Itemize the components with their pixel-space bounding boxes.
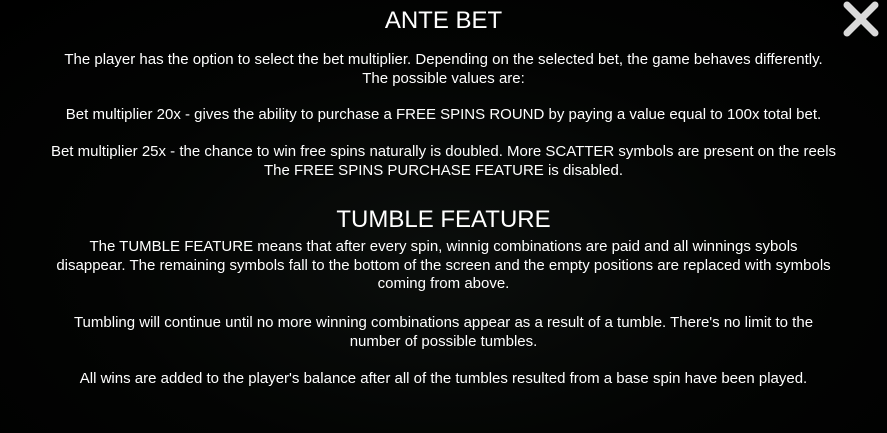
tumble-description-line: disappear. The remaining symbols fall to the bottom of the screen and the empty positions are replaced with symbols <box>56 256 831 274</box>
multiplier-25x-text <box>0 143 887 180</box>
wins-note-line: All wins are added to the player's balance after all of the tumbles resulted from a base spin have been played. <box>79 370 808 387</box>
multiplier-25x-line: Bet multiplier 25x - the chance to win free spins naturally is doubled. More SCATTER symbols are present on the reels <box>50 143 837 160</box>
ante-bet-title: ANTE BET <box>384 7 503 34</box>
multiplier-25x-line: The FREE SPINS PURCHASE FEATURE is disabled. <box>264 161 623 179</box>
multiplier-20x-line: Bet multiplier 20x - gives the ability to purchase a FREE SPINS ROUND by paying a value equal to 100x total bet. <box>65 106 822 123</box>
ante-bet-intro <box>0 51 887 88</box>
tumble-continuation-line: number of possible tumbles. <box>349 332 538 350</box>
close-button[interactable] <box>842 0 880 38</box>
ante-bet-intro-line: The possible values are: <box>362 69 525 87</box>
tumble-continuation-line: Tumbling will continue until no more winning combinations appear as a result of a tumble. There's no limit to the <box>73 314 814 331</box>
tumble-description-line: coming from above. <box>377 275 510 292</box>
close-icon <box>842 0 880 38</box>
tumble-description <box>0 238 887 294</box>
tumble-description-line: The TUMBLE FEATURE means that after every spin, winnig combinations are paid and all winnings sybols <box>89 238 798 255</box>
ante-bet-intro-line: The player has the option to select the bet multiplier. Depending on the selected bet, the game behaves differently. <box>64 51 823 68</box>
tumble-continuation <box>0 314 887 351</box>
multiplier-20x-text <box>0 106 887 125</box>
wins-note <box>0 370 887 389</box>
tumble-feature-title: TUMBLE FEATURE <box>336 206 551 233</box>
